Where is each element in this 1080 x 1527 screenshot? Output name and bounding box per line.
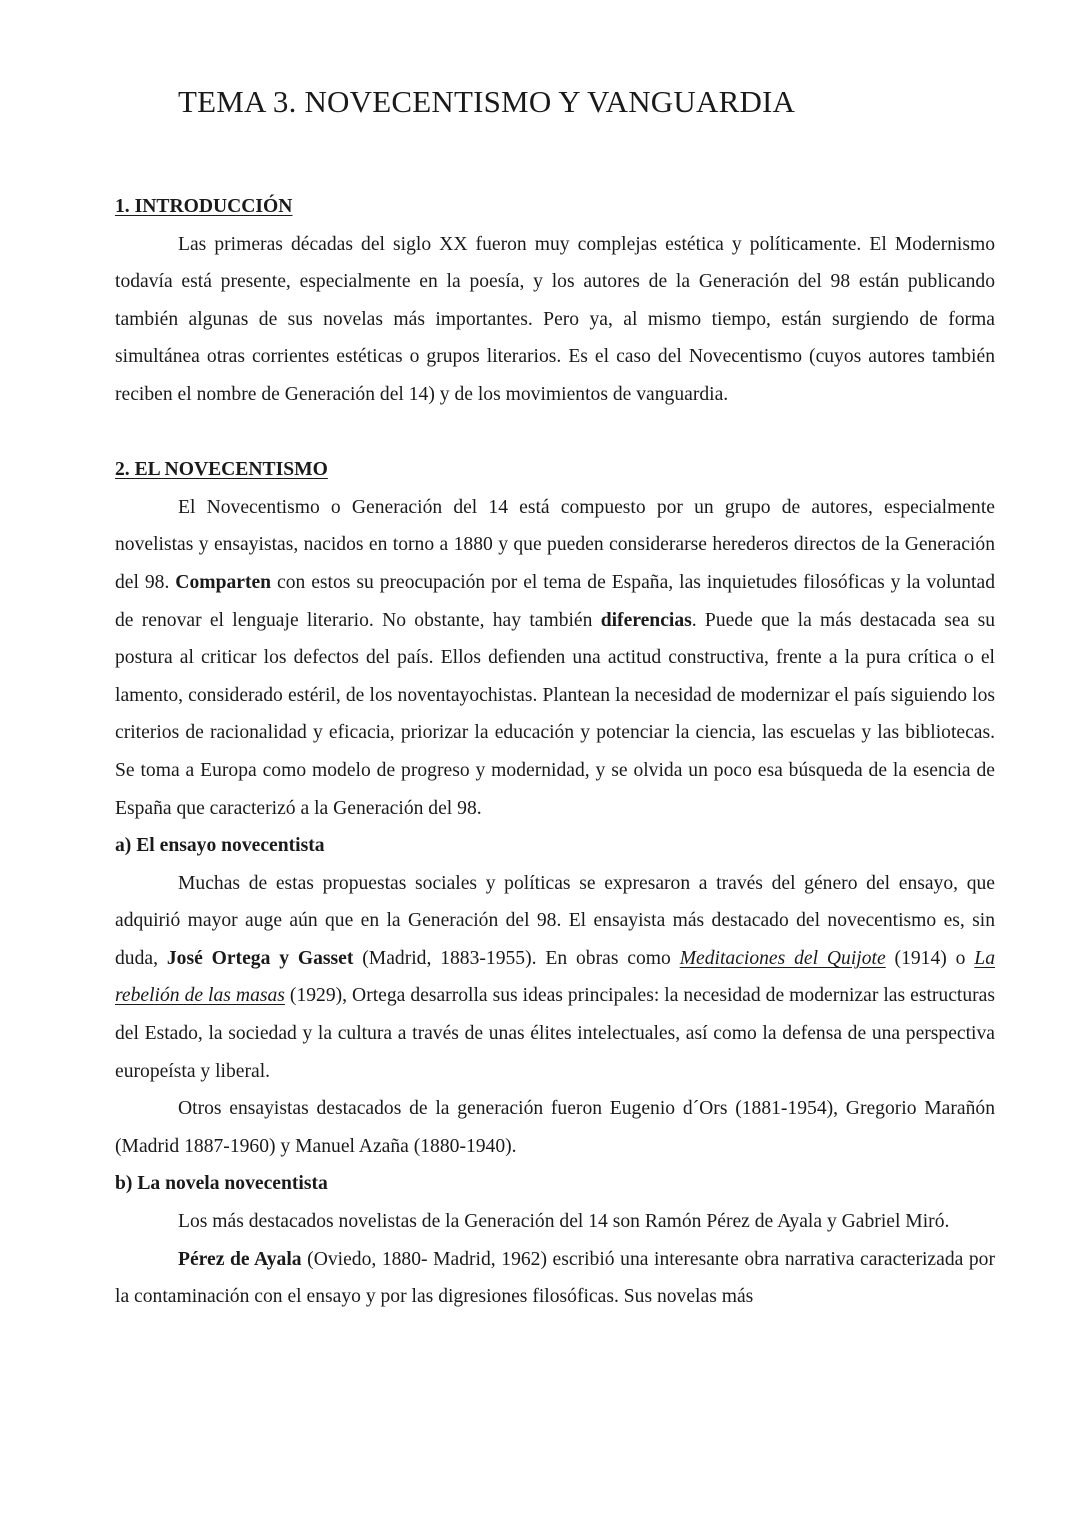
text-run: (Madrid, 1883-1955). En obras como: [353, 947, 680, 969]
section-heading-novecentismo: 2. EL NOVECENTISMO: [115, 459, 328, 481]
bold-name-ortega: José Ortega y Gasset: [166, 947, 354, 969]
subsection-heading-ensayo: a) El ensayo novecentista: [115, 835, 325, 857]
text-run: (Oviedo, 1880- Madrid, 1962) escribió una interesante obra narrativa caracterizada por la contaminación con el ensayo y por las digresiones filosóficas. Sus novelas más: [115, 1248, 996, 1308]
paragraph-ensayo-ortega: [115, 865, 995, 1091]
book-title-rebelion: La rebelión de las masas: [115, 947, 995, 1007]
text-run: con estos su preocupación por el tema de España, las inquietudes filosóficas y la voluntad de renovar el lenguaje literario. No obstante, hay también: [115, 571, 995, 631]
text-run: (1929), Ortega desarrolla sus ideas principales: la necesidad de modernizar las estructuras del Estado, la sociedad y la cultura a través de unas élites intelectuales, así como la defensa de una perspectiva europeísta y liberal.: [115, 985, 995, 1082]
paragraph-novecentismo-intro: [115, 489, 995, 827]
bold-term-comparten: Comparten: [175, 571, 272, 593]
section-heading-introduccion: 1. INTRODUCCIÓN: [115, 196, 293, 217]
text-run: . Puede que la más destacada sea su postura al criticar los defectos del país. Ellos defienden una actitud constructiva, frente a la pura crítica o el lamento, considerado estéril, de los noventayochistas. Plantean la necesidad de modernizar el país siguiendo los criterios de racionalidad y eficacia, priorizar la educación y potenciar la ciencia, las escuelas y las bibliotecas. Se toma a Europa como modelo de progreso y modernidad, y se olvida un poco esa búsqueda de la esencia de España que caracterizó a la Generación del 98.: [115, 609, 995, 819]
text-run: El Novecentismo o Generación del 14 está compuesto por un grupo de autores, especialmente novelistas y ensayistas, nacidos en torno a 1880 y que pueden considerarse herederos directos de la Generación del 98.: [115, 496, 995, 593]
book-title-meditaciones: Meditaciones del Quijote: [679, 947, 886, 969]
section-spacer: [115, 414, 995, 452]
page-title: TEMA 3. NOVECENTISMO Y VANGUARDIA: [178, 84, 796, 119]
paragraph-introduccion: Las primeras décadas del siglo XX fueron muy complejas estética y políticamente. El Modernismo todavía está presente, especialmente en la poesía, y los autores de la Generación del 98 están publicando también algunas de sus novelas más importantes. Pero ya, al mismo tiempo, están surgiendo de forma simultánea otras corrientes estéticas o grupos literarios. Es el caso del Novecentismo (cuyos autores también reciben el nombre de Generación del 14) y de los movimientos de vanguardia.: [115, 233, 995, 405]
text-run: (1914) o: [885, 947, 975, 969]
paragraph-perez-de-ayala: [115, 1241, 995, 1316]
bold-term-diferencias: diferencias: [600, 609, 692, 631]
paragraph-otros-ensayistas: Otros ensayistas destacados de la generación fueron Eugenio d´Ors (1881-1954), Gregorio Marañón (Madrid 1887-1960) y Manuel Azaña (1880-1940).: [115, 1098, 995, 1157]
document-body: [115, 188, 995, 1316]
paragraph-novela-intro: Los más destacados novelistas de la Generación del 14 son Ramón Pérez de Ayala y Gabriel Miró.: [178, 1211, 950, 1233]
bold-name-perez-de-ayala: Pérez de Ayala: [178, 1248, 302, 1270]
text-run: Muchas de estas propuestas sociales y políticas se expresaron a través del género del ensayo, que adquirió mayor auge aún que en la Generación del 98. El ensayista más destacado del novecentismo es, sin duda,: [115, 872, 995, 969]
subsection-heading-novela: b) La novela novecentista: [115, 1173, 328, 1195]
